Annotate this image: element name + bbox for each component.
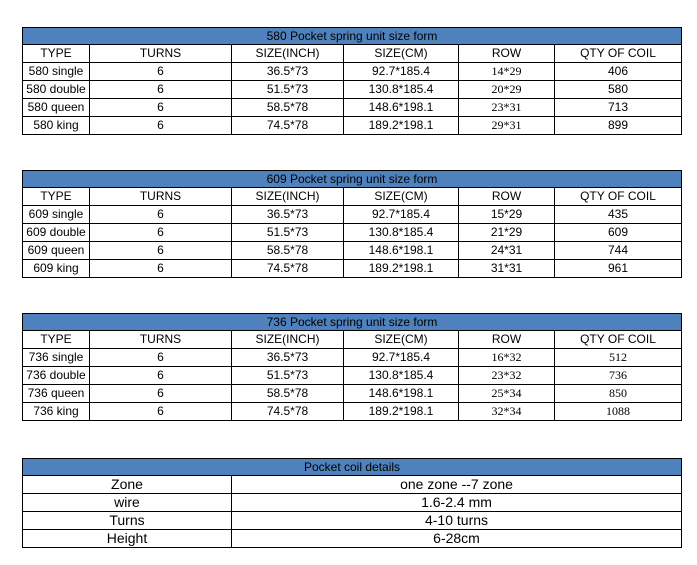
detail-label: Turns	[23, 512, 232, 530]
cell-type: 609 double	[23, 224, 90, 242]
cell-turns: 6	[90, 63, 232, 81]
table-row	[23, 494, 682, 512]
detail-value: 1.6-2.4 mm	[232, 494, 682, 512]
table-row	[23, 63, 682, 81]
cell-size-inch: 36.5*73	[232, 349, 344, 367]
cell-type: 609 single	[23, 206, 90, 224]
size-table-609	[22, 170, 682, 278]
cell-qty: 899	[555, 117, 682, 135]
cell-row: 23*32	[459, 367, 555, 385]
col-header-type: TYPE	[23, 331, 90, 349]
col-header-size-inch: SIZE(INCH)	[232, 331, 344, 349]
table-row	[23, 349, 682, 367]
cell-size-inch: 58.5*78	[232, 385, 344, 403]
table-row	[23, 260, 682, 278]
cell-size-cm: 148.6*198.1	[344, 242, 459, 260]
cell-turns: 6	[90, 224, 232, 242]
cell-qty: 744	[555, 242, 682, 260]
cell-row: 21*29	[459, 224, 555, 242]
cell-size-cm: 189.2*198.1	[344, 260, 459, 278]
cell-size-cm: 130.8*185.4	[344, 81, 459, 99]
cell-size-inch: 36.5*73	[232, 63, 344, 81]
table-title: Pocket coil details	[23, 459, 682, 476]
cell-type: 736 single	[23, 349, 90, 367]
cell-size-cm: 92.7*185.4	[344, 63, 459, 81]
detail-value: one zone --7 zone	[232, 476, 682, 494]
detail-label: wire	[23, 494, 232, 512]
cell-type: 580 queen	[23, 99, 90, 117]
cell-qty: 609	[555, 224, 682, 242]
cell-turns: 6	[90, 242, 232, 260]
cell-size-cm: 130.8*185.4	[344, 367, 459, 385]
col-header-type: TYPE	[23, 188, 90, 206]
col-header-turns: TURNS	[90, 45, 232, 63]
table-row	[23, 385, 682, 403]
cell-row: 15*29	[459, 206, 555, 224]
cell-row: 24*31	[459, 242, 555, 260]
table-row	[23, 512, 682, 530]
table-row	[23, 81, 682, 99]
table-row	[23, 367, 682, 385]
detail-value: 6-28cm	[232, 530, 682, 548]
cell-type: 580 single	[23, 63, 90, 81]
table-row	[23, 476, 682, 494]
size-table-580	[22, 27, 682, 135]
cell-turns: 6	[90, 385, 232, 403]
cell-size-cm: 189.2*198.1	[344, 117, 459, 135]
col-header-size-cm: SIZE(CM)	[344, 45, 459, 63]
cell-turns: 6	[90, 260, 232, 278]
cell-row: 16*32	[459, 349, 555, 367]
cell-size-cm: 92.7*185.4	[344, 349, 459, 367]
cell-qty: 580	[555, 81, 682, 99]
cell-size-inch: 74.5*78	[232, 403, 344, 421]
cell-type: 580 double	[23, 81, 90, 99]
table-row	[23, 206, 682, 224]
cell-qty: 850	[555, 385, 682, 403]
table-title: 736 Pocket spring unit size form	[23, 314, 682, 331]
table-row	[23, 242, 682, 260]
table-row	[23, 99, 682, 117]
cell-type: 736 double	[23, 367, 90, 385]
cell-turns: 6	[90, 206, 232, 224]
col-header-row: ROW	[459, 188, 555, 206]
cell-size-inch: 74.5*78	[232, 117, 344, 135]
table-title: 580 Pocket spring unit size form	[23, 28, 682, 45]
col-header-size-inch: SIZE(INCH)	[232, 188, 344, 206]
cell-type: 580 king	[23, 117, 90, 135]
cell-turns: 6	[90, 81, 232, 99]
col-header-qty: QTY OF COIL	[555, 188, 682, 206]
table-row	[23, 403, 682, 421]
cell-type: 609 queen	[23, 242, 90, 260]
cell-size-inch: 74.5*78	[232, 260, 344, 278]
col-header-type: TYPE	[23, 45, 90, 63]
cell-size-inch: 58.5*78	[232, 99, 344, 117]
cell-size-inch: 36.5*73	[232, 206, 344, 224]
detail-value: 4-10 turns	[232, 512, 682, 530]
cell-size-inch: 51.5*73	[232, 224, 344, 242]
col-header-qty: QTY OF COIL	[555, 45, 682, 63]
table-title: 609 Pocket spring unit size form	[23, 171, 682, 188]
cell-row: 31*31	[459, 260, 555, 278]
cell-qty: 736	[555, 367, 682, 385]
cell-size-inch: 58.5*78	[232, 242, 344, 260]
cell-qty: 1088	[555, 403, 682, 421]
cell-turns: 6	[90, 349, 232, 367]
cell-row: 32*34	[459, 403, 555, 421]
cell-size-cm: 148.6*198.1	[344, 99, 459, 117]
detail-label: Zone	[23, 476, 232, 494]
col-header-turns: TURNS	[90, 331, 232, 349]
cell-type: 736 queen	[23, 385, 90, 403]
cell-turns: 6	[90, 403, 232, 421]
cell-turns: 6	[90, 99, 232, 117]
col-header-row: ROW	[459, 331, 555, 349]
cell-qty: 435	[555, 206, 682, 224]
cell-type: 736 king	[23, 403, 90, 421]
cell-qty: 512	[555, 349, 682, 367]
cell-qty: 713	[555, 99, 682, 117]
cell-size-inch: 51.5*73	[232, 81, 344, 99]
col-header-qty: QTY OF COIL	[555, 331, 682, 349]
col-header-row: ROW	[459, 45, 555, 63]
col-header-size-cm: SIZE(CM)	[344, 331, 459, 349]
col-header-turns: TURNS	[90, 188, 232, 206]
table-row	[23, 530, 682, 548]
cell-row: 29*31	[459, 117, 555, 135]
cell-turns: 6	[90, 367, 232, 385]
col-header-size-inch: SIZE(INCH)	[232, 45, 344, 63]
cell-qty: 406	[555, 63, 682, 81]
col-header-size-cm: SIZE(CM)	[344, 188, 459, 206]
cell-turns: 6	[90, 117, 232, 135]
coil-details-table	[22, 458, 682, 548]
cell-type: 609 king	[23, 260, 90, 278]
cell-size-cm: 189.2*198.1	[344, 403, 459, 421]
cell-row: 20*29	[459, 81, 555, 99]
cell-size-cm: 130.8*185.4	[344, 224, 459, 242]
cell-row: 23*31	[459, 99, 555, 117]
size-table-736	[22, 313, 682, 421]
cell-row: 25*34	[459, 385, 555, 403]
cell-size-cm: 148.6*198.1	[344, 385, 459, 403]
table-row	[23, 117, 682, 135]
cell-qty: 961	[555, 260, 682, 278]
cell-size-cm: 92.7*185.4	[344, 206, 459, 224]
cell-row: 14*29	[459, 63, 555, 81]
table-row	[23, 224, 682, 242]
cell-size-inch: 51.5*73	[232, 367, 344, 385]
detail-label: Height	[23, 530, 232, 548]
